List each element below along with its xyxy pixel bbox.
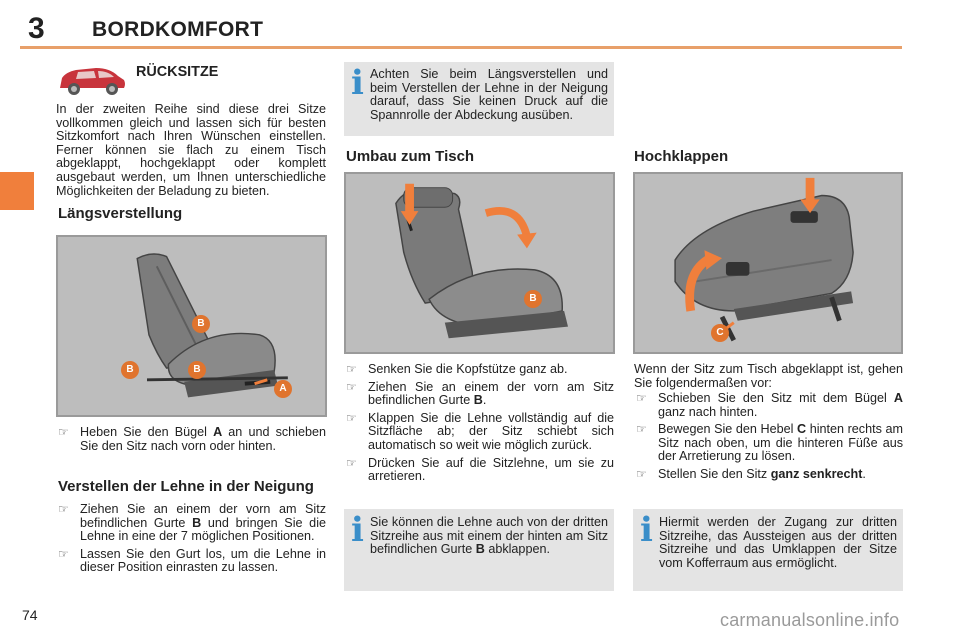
pointing-hand-icon: ☞ bbox=[346, 455, 357, 470]
pointing-hand-icon: ☞ bbox=[346, 362, 357, 376]
laengs-instructions bbox=[56, 426, 326, 457]
chapter-title: BORDKOMFORT bbox=[92, 18, 264, 41]
info-box-middle-bottom bbox=[344, 509, 614, 591]
list-item: ☞ Bewegen Sie den Hebel C hinten rechts am Sitz nach oben, um die hinteren Füße aus der Arretierung zu lösen. bbox=[636, 422, 903, 464]
seat-fold-up-illustration bbox=[633, 172, 903, 354]
list-item: ☞ Ziehen Sie an einem der vorn am Sitz befindlichen Gurte B und bringen Sie die Lehne in eine der 7 möglichen Positionen. bbox=[58, 502, 326, 544]
label-b-badge: B bbox=[188, 361, 206, 379]
info-box-top bbox=[344, 62, 614, 136]
watermark: carmanualsonline.info bbox=[720, 610, 900, 630]
list-item: ☞ Drücken Sie auf die Sitzlehne, um sie zu arretieren. bbox=[346, 455, 614, 484]
info-icon: i bbox=[351, 63, 364, 103]
header-rule bbox=[20, 46, 902, 49]
info-icon: i bbox=[351, 510, 364, 550]
chapter-number: 3 bbox=[28, 12, 45, 45]
pointing-hand-icon: ☞ bbox=[58, 502, 69, 516]
page-number: 74 bbox=[22, 607, 38, 623]
heading-laengsverstellung: Längsverstellung bbox=[58, 205, 183, 222]
label-a-badge: A bbox=[274, 380, 292, 398]
list-item: ☞ Stellen Sie den Sitz ganz senkrecht. bbox=[636, 466, 866, 481]
list-item: ☞ Lassen Sie den Gurt los, um die Lehne in dieser Position einrasten zu lassen. bbox=[58, 546, 326, 575]
pointing-hand-icon: ☞ bbox=[636, 422, 647, 437]
seat-slide-illustration bbox=[56, 235, 327, 417]
list-item: ☞ Senken Sie die Kopfstütze ganz ab. bbox=[346, 362, 568, 376]
section-title-ruecksitze: RÜCKSITZE bbox=[136, 64, 219, 80]
hoch-intro: Wenn der Sitz zum Tisch abgeklappt ist, gehen Sie folgendermaßen vor: bbox=[634, 362, 903, 390]
info-text: Achten Sie beim Längsverstellen und beim Verstellen der Lehne in der Neigung darauf, dass Sie keinen Druck auf die Spannrolle der Abdeckung ausüben. bbox=[370, 67, 608, 122]
pointing-hand-icon: ☞ bbox=[58, 546, 69, 561]
seat-fold-table-illustration bbox=[344, 172, 615, 354]
info-text: Sie können die Lehne auch von der dritten Sitzreihe aus mit einem der hinten am Sitz befindlichen Gurte B abklappen. bbox=[370, 515, 608, 557]
list-item: ☞ Klappen Sie die Lehne vollständig auf die Sitzfläche ab; der Sitz schiebt sich automatisch so weit wie möglich zurück. bbox=[346, 410, 614, 452]
car-icon bbox=[56, 62, 128, 98]
heading-neigung: Verstellen der Lehne in der Neigung bbox=[58, 478, 314, 495]
label-b-badge: B bbox=[524, 290, 542, 308]
intro-paragraph: In der zweiten Reihe sind diese drei Sitze vollkommen gleich und lassen sich für besten Sitzkomfort nach Ihren Wünschen einstellen. Ferner können sie flach zu einem Tisch abgeklappt, hochgeklappt oder komplett ausgebaut werden, um Ihnen unterschiedliche Möglichkeiten der Beladung zu bieten. bbox=[56, 102, 326, 198]
list-item: ☞ Ziehen Sie an einem der vorn am Sitz befindlichen Gurte B. bbox=[346, 379, 614, 408]
neigung-instructions bbox=[56, 503, 326, 579]
list-item: ☞ Heben Sie den Bügel A an und schieben Sie den Sitz nach vorn oder hinten. bbox=[58, 425, 326, 453]
hoch-instructions bbox=[634, 392, 903, 486]
info-text: Hiermit werden der Zugang zur dritten Sitzreihe, das Aussteigen aus der dritten Sitzreihe und das Umklappen der Sitze vom Kofferraum aus ermöglicht. bbox=[659, 515, 897, 570]
pointing-hand-icon: ☞ bbox=[58, 425, 69, 439]
label-b-badge: B bbox=[192, 315, 210, 333]
heading-umbau-tisch: Umbau zum Tisch bbox=[346, 148, 475, 165]
label-b-badge: B bbox=[121, 361, 139, 379]
pointing-hand-icon: ☞ bbox=[636, 466, 647, 481]
tisch-instructions bbox=[344, 363, 614, 488]
heading-hochklappen: Hochklappen bbox=[634, 148, 729, 165]
pointing-hand-icon: ☞ bbox=[346, 410, 357, 425]
list-item: ☞ Schieben Sie den Sitz mit dem Bügel A ganz nach hinten. bbox=[636, 391, 903, 419]
info-icon: i bbox=[640, 510, 653, 550]
info-box-right-bottom bbox=[633, 509, 903, 591]
chapter-side-tab bbox=[0, 172, 34, 210]
pointing-hand-icon: ☞ bbox=[636, 391, 647, 405]
label-c-badge: C bbox=[711, 324, 729, 342]
pointing-hand-icon: ☞ bbox=[346, 379, 357, 394]
